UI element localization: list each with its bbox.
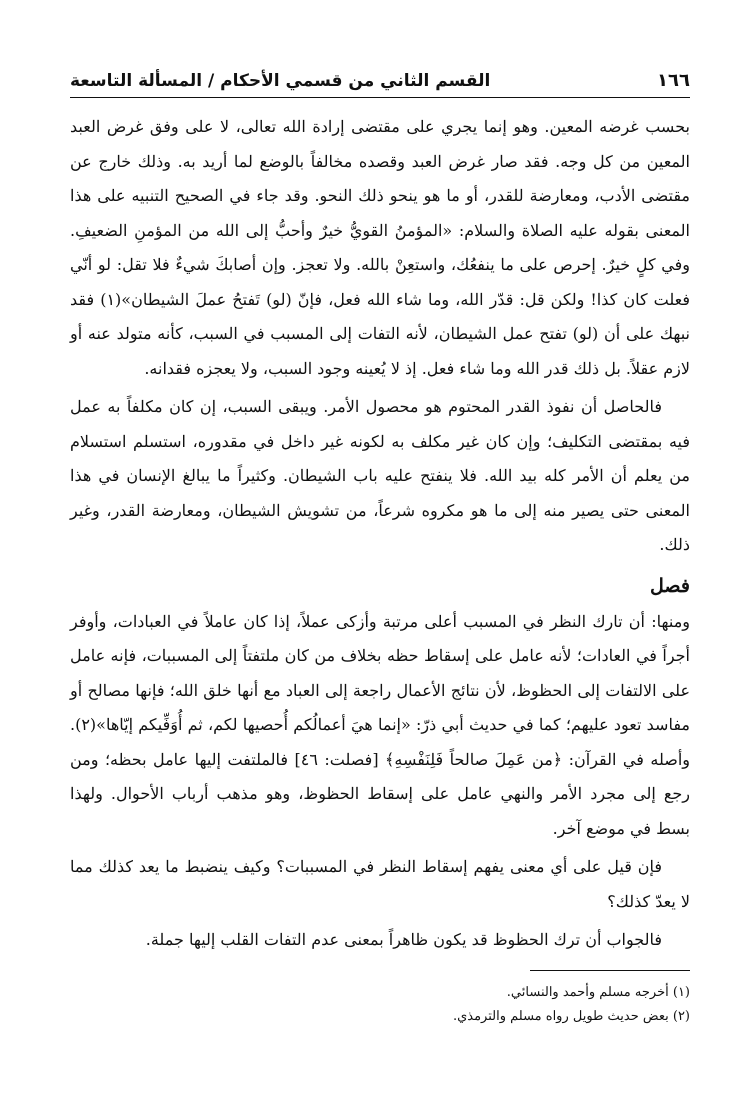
main-text — [70, 110, 690, 958]
running-header — [70, 70, 690, 98]
footnotes — [70, 981, 690, 1029]
page-number: ١٦٦ — [657, 70, 690, 91]
book-page — [70, 70, 690, 1029]
paragraph: بحسب غرضه المعين. وهو إنما يجري على مقتضى إرادة الله تعالى، لا على وفق غرض العبد المعين من كل وجه. فقد صار غرض العبد وقصده مخالفاً بالوضع لما أريد به. وذلك خارج عن مقتضى الأدب، ومعارضة للقدر، أو ما هو ينحو ذلك النحو. وقد جاء في الصحيح التنبيه على هذا المعنى بقوله عليه الصلاة والسلام: «المؤمنُ القويُّ خيرٌ وأحبُّ إلى الله من المؤمنِ الضعيفِ. وفي كلٍ خيرٌ. إحرص على ما ينفعُك، واستعِنْ بالله. ولا تعجز. وإن أصابكَ شيءٌ فلا تقل: لو أنّي فعلت كان كذا! ولكن قل: قدّر الله، وما شاء الله فعل، فإنّ (لو) تَفتحُ عملَ الشيطان»(١) فقد نبهك على أن (لو) تفتح عمل الشيطان، لأنه التفات إلى المسبب في السبب، كأنه متولد عنه أو لازم عقلاً. بل ذلك قدر الله وما شاء فعل. إذ لا يُعينه وجود السبب، ولا يعجزه فقدانه. — [70, 117, 690, 378]
footnote: (١) أخرجه مسلم وأحمد والنسائي. — [506, 984, 690, 1000]
paragraph: فالحاصل أن نفوذ القدر المحتوم هو محصول الأمر. ويبقى السبب، إن كان مكلفاً به عمل فيه بمقتضى التكليف؛ وإن كان غير مكلف به لكونه غير داخل في مقدوره، استسلم استسلام من يعلم أن الأمر كله بيد الله. فلا ينفتح عليه باب الشيطان. وكثيراً ما يبالغ الإنسان في هذا المعنى حتى يصير منه إلى ما هو مكروه شرعاً، من تشويش الشيطان، ومعارضة القدر، وغير ذلك. — [70, 397, 691, 554]
section-heading: فصل — [650, 574, 690, 597]
footnote-divider — [530, 970, 690, 971]
header-title: القسم الثاني من قسمي الأحكام / المسألة التاسعة — [70, 71, 491, 91]
footnote: (٢) بعض حديث طويل رواه مسلم والترمذي. — [452, 1008, 690, 1024]
paragraph: فالجواب أن ترك الحظوظ قد يكون ظاهراً بمعنى عدم التفات القلب إليها جملة. — [145, 930, 662, 949]
paragraph: ومنها: أن تارك النظر في المسبب أعلى مرتبة وأزكى عملاً، إذا كان عاملاً في العبادات، وأوفر أجراً في العادات؛ لأنه عامل على إسقاط حظه بخلاف من كان ملتفتاً إلى المسببات، فإنه عامل على الالتفات إلى الحظوظ، لأن نتائج الأعمال راجعة إلى العباد مع أنها خلق الله؛ فإنها مصالح أو مفاسد تعود عليهم؛ كما في حديث أبي ذرّ: «إنما هيَ أعمالُكم أُحصيها لكم، ثم أُوَفِّيكم إيّاها»(٢). وأصله في القرآن: ﴿من عَمِلَ صالحاً فَلِنَفْسِهِ﴾ [فصلت: ٤٦] فالملتفت إليها عامل بحظه؛ ومن رجع إلى مجرد الأمر والنهي عامل على إسقاط الحظوظ، وهو مذهب أرباب الأحوال. ولهذا بسط في موضع آخر. — [70, 611, 691, 838]
paragraph: فإن قيل على أي معنى يفهم إسقاط النظر في المسببات؟ وكيف ينضبط ما يعد كذلك مما لا يعدّ كذلك؟ — [70, 857, 690, 911]
